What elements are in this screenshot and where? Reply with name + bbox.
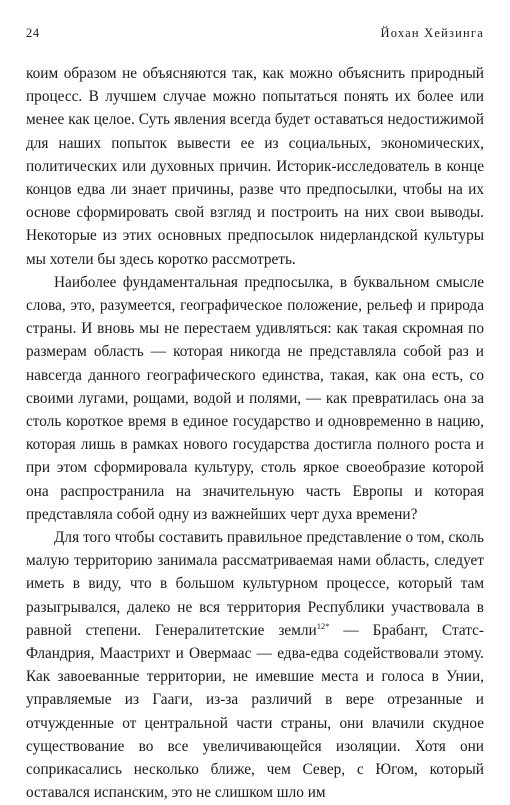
paragraph-2: Наиболее фундаментальная предпосылка, в буквальном смысле слова, это, разумеется, географическое положение, рельеф и природа страны. И вновь мы не перестаем удивляться: как такая скромная по размерам область — которая никогда не представляла собой раз и навсегда данного географического единства, такая, как она есть, со своими лугами, рощами, водой и полями, — как превратилась она за столь короткое время в единое государство и одновременно в нацию, которая лишь в рамках нового государства достигла полного роста и при этом сформировала культуру, столь яркое своеобразие которой она распространила на значительную часть Европы и которая представляла собой одну из важнейших черт духа времени? <box>26 273 484 523</box>
page-header <box>26 26 484 40</box>
paragraph-3-text-start: Для того чтобы составить правильное представление о том, сколь малую территорию занимала рассматриваемая нами область, следует иметь в виду, что в большом культурном процессе, который там разыгрывался, далеко не вся территория Республики участвовала в равной степени. Генералитетские земли <box>26 529 484 639</box>
running-head: Йохан Хейзинга <box>380 26 484 40</box>
page-number: 24 <box>26 26 40 40</box>
paragraph-3-text-end: — Брабант, Статс-Фландрия, Маастрихт и Овермаас — едва-едва содействовали этому. Как завоеванные территории, не имевшие места и голоса в Унии, управляемые из Гааги, из-за различий в вере отрезанные и отчужденные от центральной части страны, они влачили скудное существование во все увеличивающейся изоляции. Хотя они соприкасались несколько ближе, чем Север, с Югом, который оставался испанским, это не слишком шло им <box>26 621 484 802</box>
body-text <box>26 62 484 805</box>
footnote-marker[interactable]: 12* <box>316 620 330 631</box>
paragraph-3 <box>26 526 484 804</box>
paragraph-1: коим образом не объясняются так, как можно объяснить природный процесс. В лучшем случае можно попытаться понять их более или менее как целое. Суть явления всегда будет оставаться недостижимой для наших попыток вывести ее из социальных, экономических, политических или духовных причин. Историк-исследователь в конце концов едва ли знает причины, разве что предпосылки, чтобы на их основе сформировать свой взгляд и построить на них свои выводы. Некоторые из этих основных предпосылок нидерландской культуры мы хотели бы здесь коротко рассмотреть. <box>26 65 484 268</box>
